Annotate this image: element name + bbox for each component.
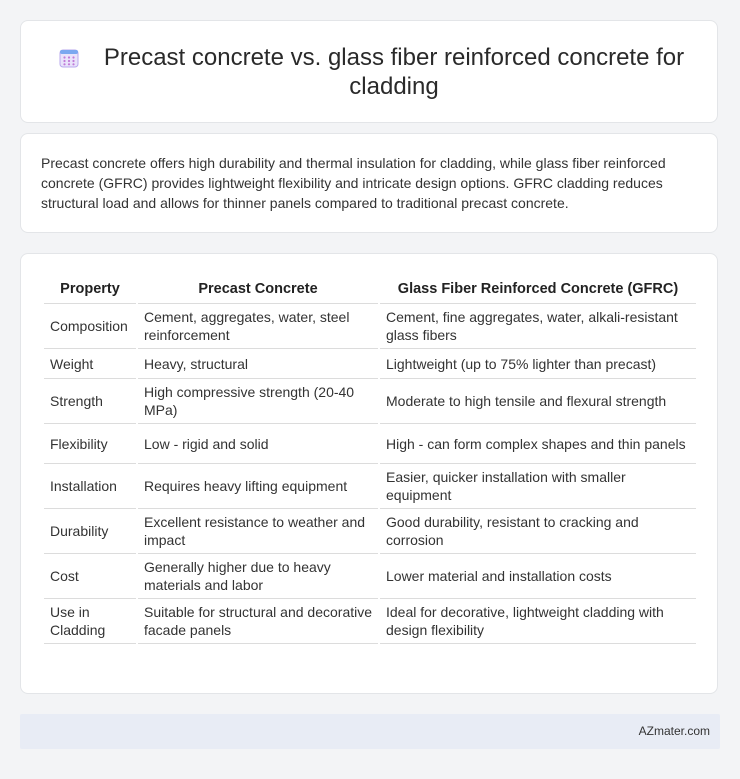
table-row [44, 509, 696, 554]
header-precast: Precast Concrete [138, 275, 378, 304]
row-property: Flexibility [44, 424, 136, 464]
row-gfrc: Lower material and installation costs [380, 554, 696, 599]
footer-brand[interactable]: AZmater.com [638, 724, 710, 738]
row-property: Weight [44, 349, 136, 379]
row-precast: Generally higher due to heavy materials and labor [138, 554, 378, 599]
row-gfrc: Lightweight (up to 75% lighter than precast) [380, 349, 696, 379]
table-row [44, 464, 696, 509]
row-property: Cost [44, 554, 136, 599]
title-card [20, 20, 718, 123]
row-precast: Cement, aggregates, water, steel reinforcement [138, 304, 378, 349]
row-precast: High compressive strength (20-40 MPa) [138, 379, 378, 424]
row-gfrc: High - can form complex shapes and thin panels [380, 424, 696, 464]
row-property: Composition [44, 304, 136, 349]
row-precast: Suitable for structural and decorative facade panels [138, 599, 378, 644]
summary-text: Precast concrete offers high durability and thermal insulation for cladding, while glass fiber reinforced concrete (GFRC) provides lightweight flexibility and intricate design options. GFRC cladding reduces structural load and allows for thinner panels compared to traditional precast concrete. [41, 155, 666, 211]
row-precast: Low - rigid and solid [138, 424, 378, 464]
table-row [44, 424, 696, 464]
row-precast: Requires heavy lifting equipment [138, 464, 378, 509]
table-header-row [44, 275, 696, 304]
row-property: Installation [44, 464, 136, 509]
comparison-table [42, 275, 698, 644]
row-property: Durability [44, 509, 136, 554]
row-precast: Heavy, structural [138, 349, 378, 379]
row-gfrc: Cement, fine aggregates, water, alkali-resistant glass fibers [380, 304, 696, 349]
row-gfrc: Moderate to high tensile and flexural strength [380, 379, 696, 424]
comparison-card [20, 253, 718, 694]
row-precast: Excellent resistance to weather and impact [138, 509, 378, 554]
row-gfrc: Good durability, resistant to cracking and corrosion [380, 509, 696, 554]
table-row [44, 349, 696, 379]
row-gfrc: Easier, quicker installation with smaller equipment [380, 464, 696, 509]
row-gfrc: Ideal for decorative, lightweight cladding with design flexibility [380, 599, 696, 644]
header-gfrc: Glass Fiber Reinforced Concrete (GFRC) [380, 275, 696, 304]
row-property: Strength [44, 379, 136, 424]
summary-card [20, 133, 718, 233]
table-row [44, 304, 696, 349]
row-property: Use in Cladding [44, 599, 136, 644]
page-title: Precast concrete vs. glass fiber reinforced concrete for cladding [103, 44, 685, 100]
table-row [44, 599, 696, 644]
footer-bar [20, 714, 720, 749]
table-row [44, 554, 696, 599]
header-property: Property [44, 275, 136, 304]
table-row [44, 379, 696, 424]
